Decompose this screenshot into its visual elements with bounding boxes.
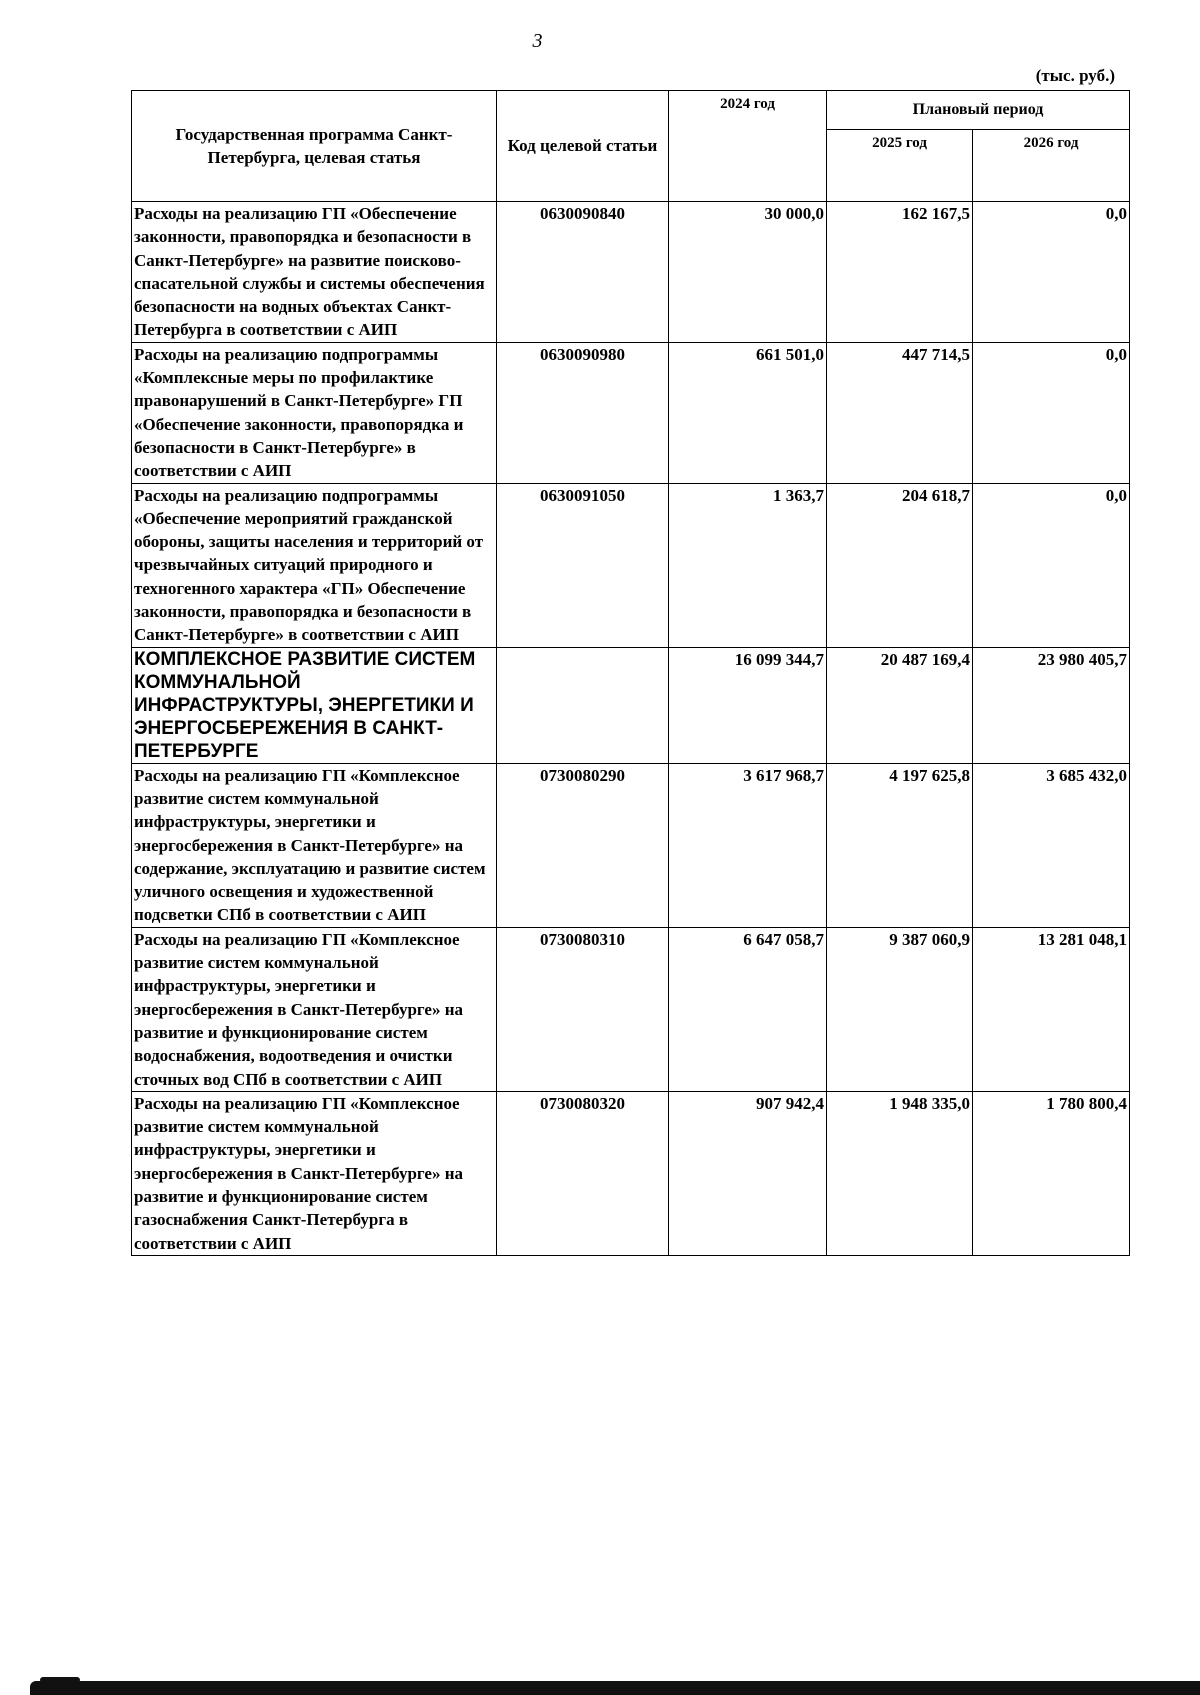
table-row <box>132 202 1130 343</box>
row-value-2024: 3 617 968,7 <box>669 763 827 927</box>
row-value-2024: 6 647 058,7 <box>669 927 827 1091</box>
row-value-2024: 661 501,0 <box>669 342 827 483</box>
table-row <box>132 763 1130 927</box>
table-row <box>132 342 1130 483</box>
section-title: КОМПЛЕКСНОЕ РАЗВИТИЕ СИСТЕМ КОММУНАЛЬНОЙ ИНФРАСТРУКТУРЫ, ЭНЕРГЕТИКИ И ЭНЕРГОСБЕРЕЖЕНИЯ В САНКТ-ПЕТЕРБУРГЕ <box>132 647 497 763</box>
row-code: 0630090980 <box>497 342 669 483</box>
header-year-2024: 2024 год <box>669 91 827 202</box>
row-value-2024: 907 942,4 <box>669 1091 827 1255</box>
row-name: Расходы на реализацию подпрограммы «Комплексные меры по профилактике правонарушений в Санкт-Петербурге» ГП «Обеспечение законности, правопорядка и безопасности в Санкт-Петербурге» в соответствии с АИП <box>132 342 497 483</box>
row-value-2025: 447 714,5 <box>827 342 973 483</box>
row-value-2025: 9 387 060,9 <box>827 927 973 1091</box>
row-name: Расходы на реализацию подпрограммы «Обеспечение мероприятий гражданской обороны, защиты населения и территорий от чрезвычайных ситуаций природного и техногенного характера «ГП» Обеспечение законности, правопорядка и безопасности в Санкт-Петербурге» в соответствии с АИП <box>132 483 497 647</box>
section-row <box>132 647 1130 763</box>
row-code: 0730080290 <box>497 763 669 927</box>
row-value-2025: 1 948 335,0 <box>827 1091 973 1255</box>
header-year-2025: 2025 год <box>827 130 973 202</box>
page-number: 3 <box>532 30 543 52</box>
budget-table <box>131 90 1130 1256</box>
table-row <box>132 1091 1130 1255</box>
row-value-2026: 1 780 800,4 <box>973 1091 1130 1255</box>
header-program: Государственная программа Санкт-Петербурга, целевая статья <box>132 91 497 202</box>
row-value-2026: 3 685 432,0 <box>973 763 1130 927</box>
row-name: Расходы на реализацию ГП «Комплексное развитие систем коммунальной инфраструктуры, энергетики и энергосбережения в Санкт-Петербурге» на содержание, эксплуатацию и развитие систем уличного освещения и художественной подсветки СПб в соответствии с АИП <box>132 763 497 927</box>
row-name: Расходы на реализацию ГП «Комплексное развитие систем коммунальной инфраструктуры, энергетики и энергосбережения в Санкт-Петербурге» на развитие и функционирование систем водоснабжения, водоотведения и очистки сточных вод СПб в соответствии с АИП <box>132 927 497 1091</box>
header-plan-period: Плановый период <box>827 91 1130 130</box>
row-value-2025: 162 167,5 <box>827 202 973 343</box>
row-value-2026: 0,0 <box>973 483 1130 647</box>
row-code: 0630090840 <box>497 202 669 343</box>
table-row <box>132 927 1130 1091</box>
scan-edge-bar <box>30 1681 1200 1695</box>
row-value-2025: 20 487 169,4 <box>827 647 973 763</box>
row-value-2024: 1 363,7 <box>669 483 827 647</box>
row-value-2026: 0,0 <box>973 342 1130 483</box>
row-name: Расходы на реализацию ГП «Обеспечение законности, правопорядка и безопасности в Санкт-Петербурге» на развитие поисково-спасательной службы и системы обеспечения безопасности на водных объектах Санкт-Петербурга в соответствии с АИП <box>132 202 497 343</box>
row-value-2024: 30 000,0 <box>669 202 827 343</box>
row-value-2026: 13 281 048,1 <box>973 927 1130 1091</box>
units-label: (тыс. руб.) <box>1035 66 1115 85</box>
row-value-2026: 0,0 <box>973 202 1130 343</box>
header-year-2026: 2026 год <box>973 130 1130 202</box>
row-code <box>497 647 669 763</box>
header-code: Код целевой статьи <box>497 91 669 202</box>
row-code: 0730080320 <box>497 1091 669 1255</box>
row-code: 0730080310 <box>497 927 669 1091</box>
row-name: Расходы на реализацию ГП «Комплексное развитие систем коммунальной инфраструктуры, энергетики и энергосбережения в Санкт-Петербурге» на развитие и функционирование систем газоснабжения Санкт-Петербурга в соответствии с АИП <box>132 1091 497 1255</box>
row-code: 0630091050 <box>497 483 669 647</box>
row-value-2026: 23 980 405,7 <box>973 647 1130 763</box>
row-value-2025: 204 618,7 <box>827 483 973 647</box>
row-value-2025: 4 197 625,8 <box>827 763 973 927</box>
table-row <box>132 483 1130 647</box>
row-value-2024: 16 099 344,7 <box>669 647 827 763</box>
